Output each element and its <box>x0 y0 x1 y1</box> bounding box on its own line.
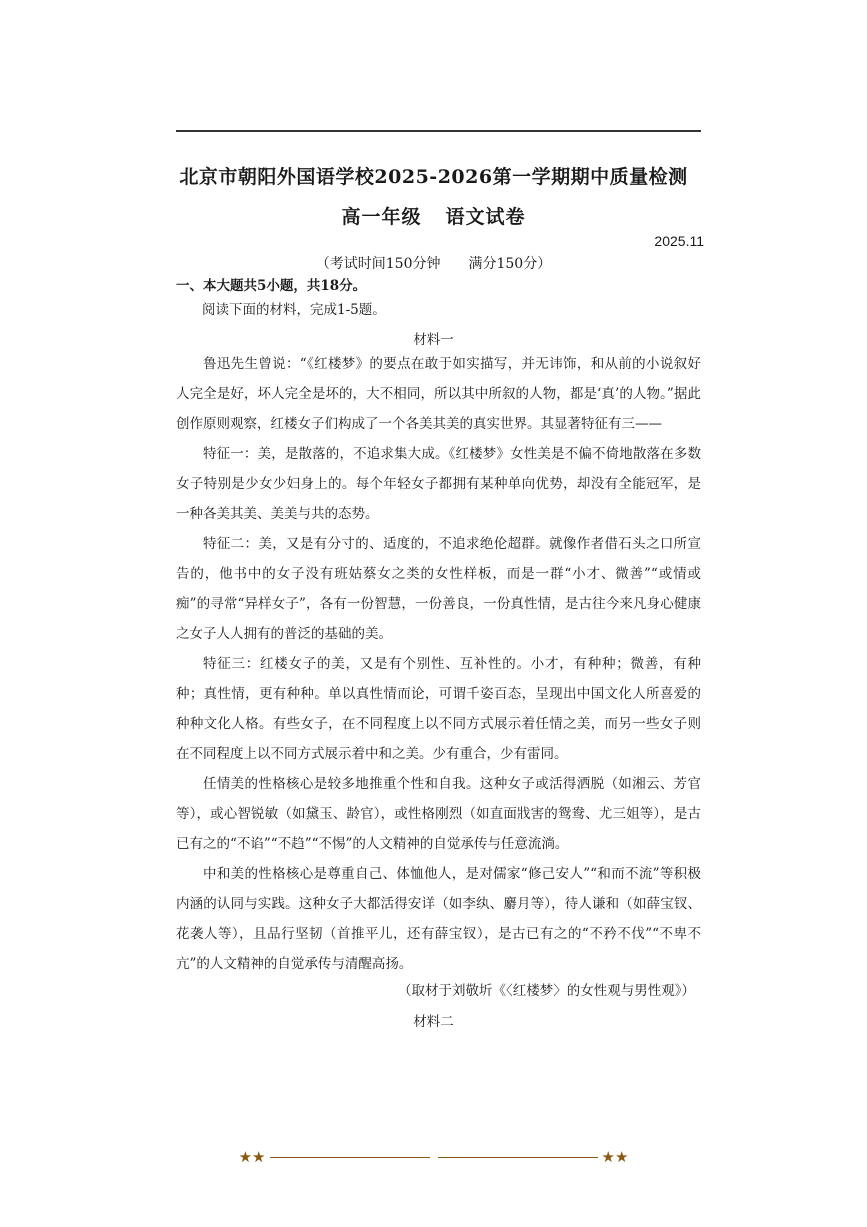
paragraph: 中和美的性格核心是尊重自己、体恤他人，是对儒家“修己安人”“和而不流”等积极内涵的认同与实践。这种女子大都活得安详（如李纨、麝月等），待人谦和（如薛宝钗、花袭人等），且品行坚韧（首推平儿，还有薛宝钗），是古已有之的“不矜不伐”“不卑不亢”的人文精神的自觉承传与清醒高扬。 <box>176 866 701 972</box>
page-footer-ornament <box>0 1148 867 1166</box>
exam-info: （考试时间150分钟 满分150分） <box>315 256 552 272</box>
paragraph: 任情美的性格核心是较多地推重个性和自我。这种女子或活得洒脱（如湘云、芳官等），或心智锐敏（如黛玉、龄官），或性格刚烈（如直面戕害的鸳鸯、尤三姐等），是古已有之的“不谄”“不趋”“不惕”的人文精神的自觉承传与任意流淌。 <box>176 776 701 852</box>
paragraph: 特征二：美，又是有分寸的、适度的，不追求绝伦超群。就像作者借石头之口所宣告的，他书中的女子没有班姑蔡女之类的女性样板，而是一群“小才、微善”“或情或痴”的寻常“异样女子”，各有一份智慧，一份善良，一份真性情，是古往今来凡身心健康之女子人人拥有的普泛的基础的美。 <box>176 536 701 642</box>
exam-subtitle <box>0 202 867 229</box>
paragraph: 鲁迅先生曾说：“《红楼梦》的要点在敢于如实描写，并无讳饰，和从前的小说叙好人完全是好，坏人完全是坏的，大不相同，所以其中所叙的人物，都是‘真’的人物。”据此创作原则观察，红楼女子们构成了一个各美其美的真实世界。其显著特征有三—— <box>176 356 701 432</box>
material-2-title: 材料二 <box>413 1014 454 1030</box>
material-1-source: （取材于刘敬圻《〈红楼梦〉的女性观与男性观》） <box>398 983 695 999</box>
header-divider <box>176 130 701 132</box>
section-heading: 一、本大题共5小题，共18分。 <box>176 278 367 294</box>
material-1-title: 材料一 <box>413 332 454 348</box>
section-instruction: 阅读下面的材料，完成1-5题。 <box>202 302 386 318</box>
paragraph: 特征三：红楼女子的美，又是有个别性、互补性的。小才，有种种；微善，有种种；真性情，更有种种。单以真性情而论，可谓千姿百态，呈现出中国文化人所喜爱的种种文化人格。有些女子，在不同程度上以不同方式展示着任情之美，而另一些女子则在不同程度上以不同方式展示着中和之美。少有重合，少有雷同。 <box>176 656 701 762</box>
exam-title: 北京市朝阳外国语学校2025-2026第一学期期中质量检测 <box>179 166 688 188</box>
paragraph: 特征一：美，是散落的，不追求集大成。《红楼梦》女性美是不偏不倚地散落在多数女子特别是少女少妇身上的。每个年轻女子都拥有某种单向优势，却没有全能冠军，是一种各美其美、美美与共的态势。 <box>176 446 701 522</box>
subject-label: 语文试卷 <box>445 206 526 228</box>
footer-line <box>270 1157 430 1158</box>
exam-date: 2025.11 <box>654 233 704 249</box>
star-icon: ★★ <box>238 1148 266 1166</box>
grade-label: 高一年级 <box>341 206 422 228</box>
star-icon: ★★ <box>601 1148 629 1166</box>
material-1-body <box>176 349 701 979</box>
footer-line <box>438 1157 598 1158</box>
